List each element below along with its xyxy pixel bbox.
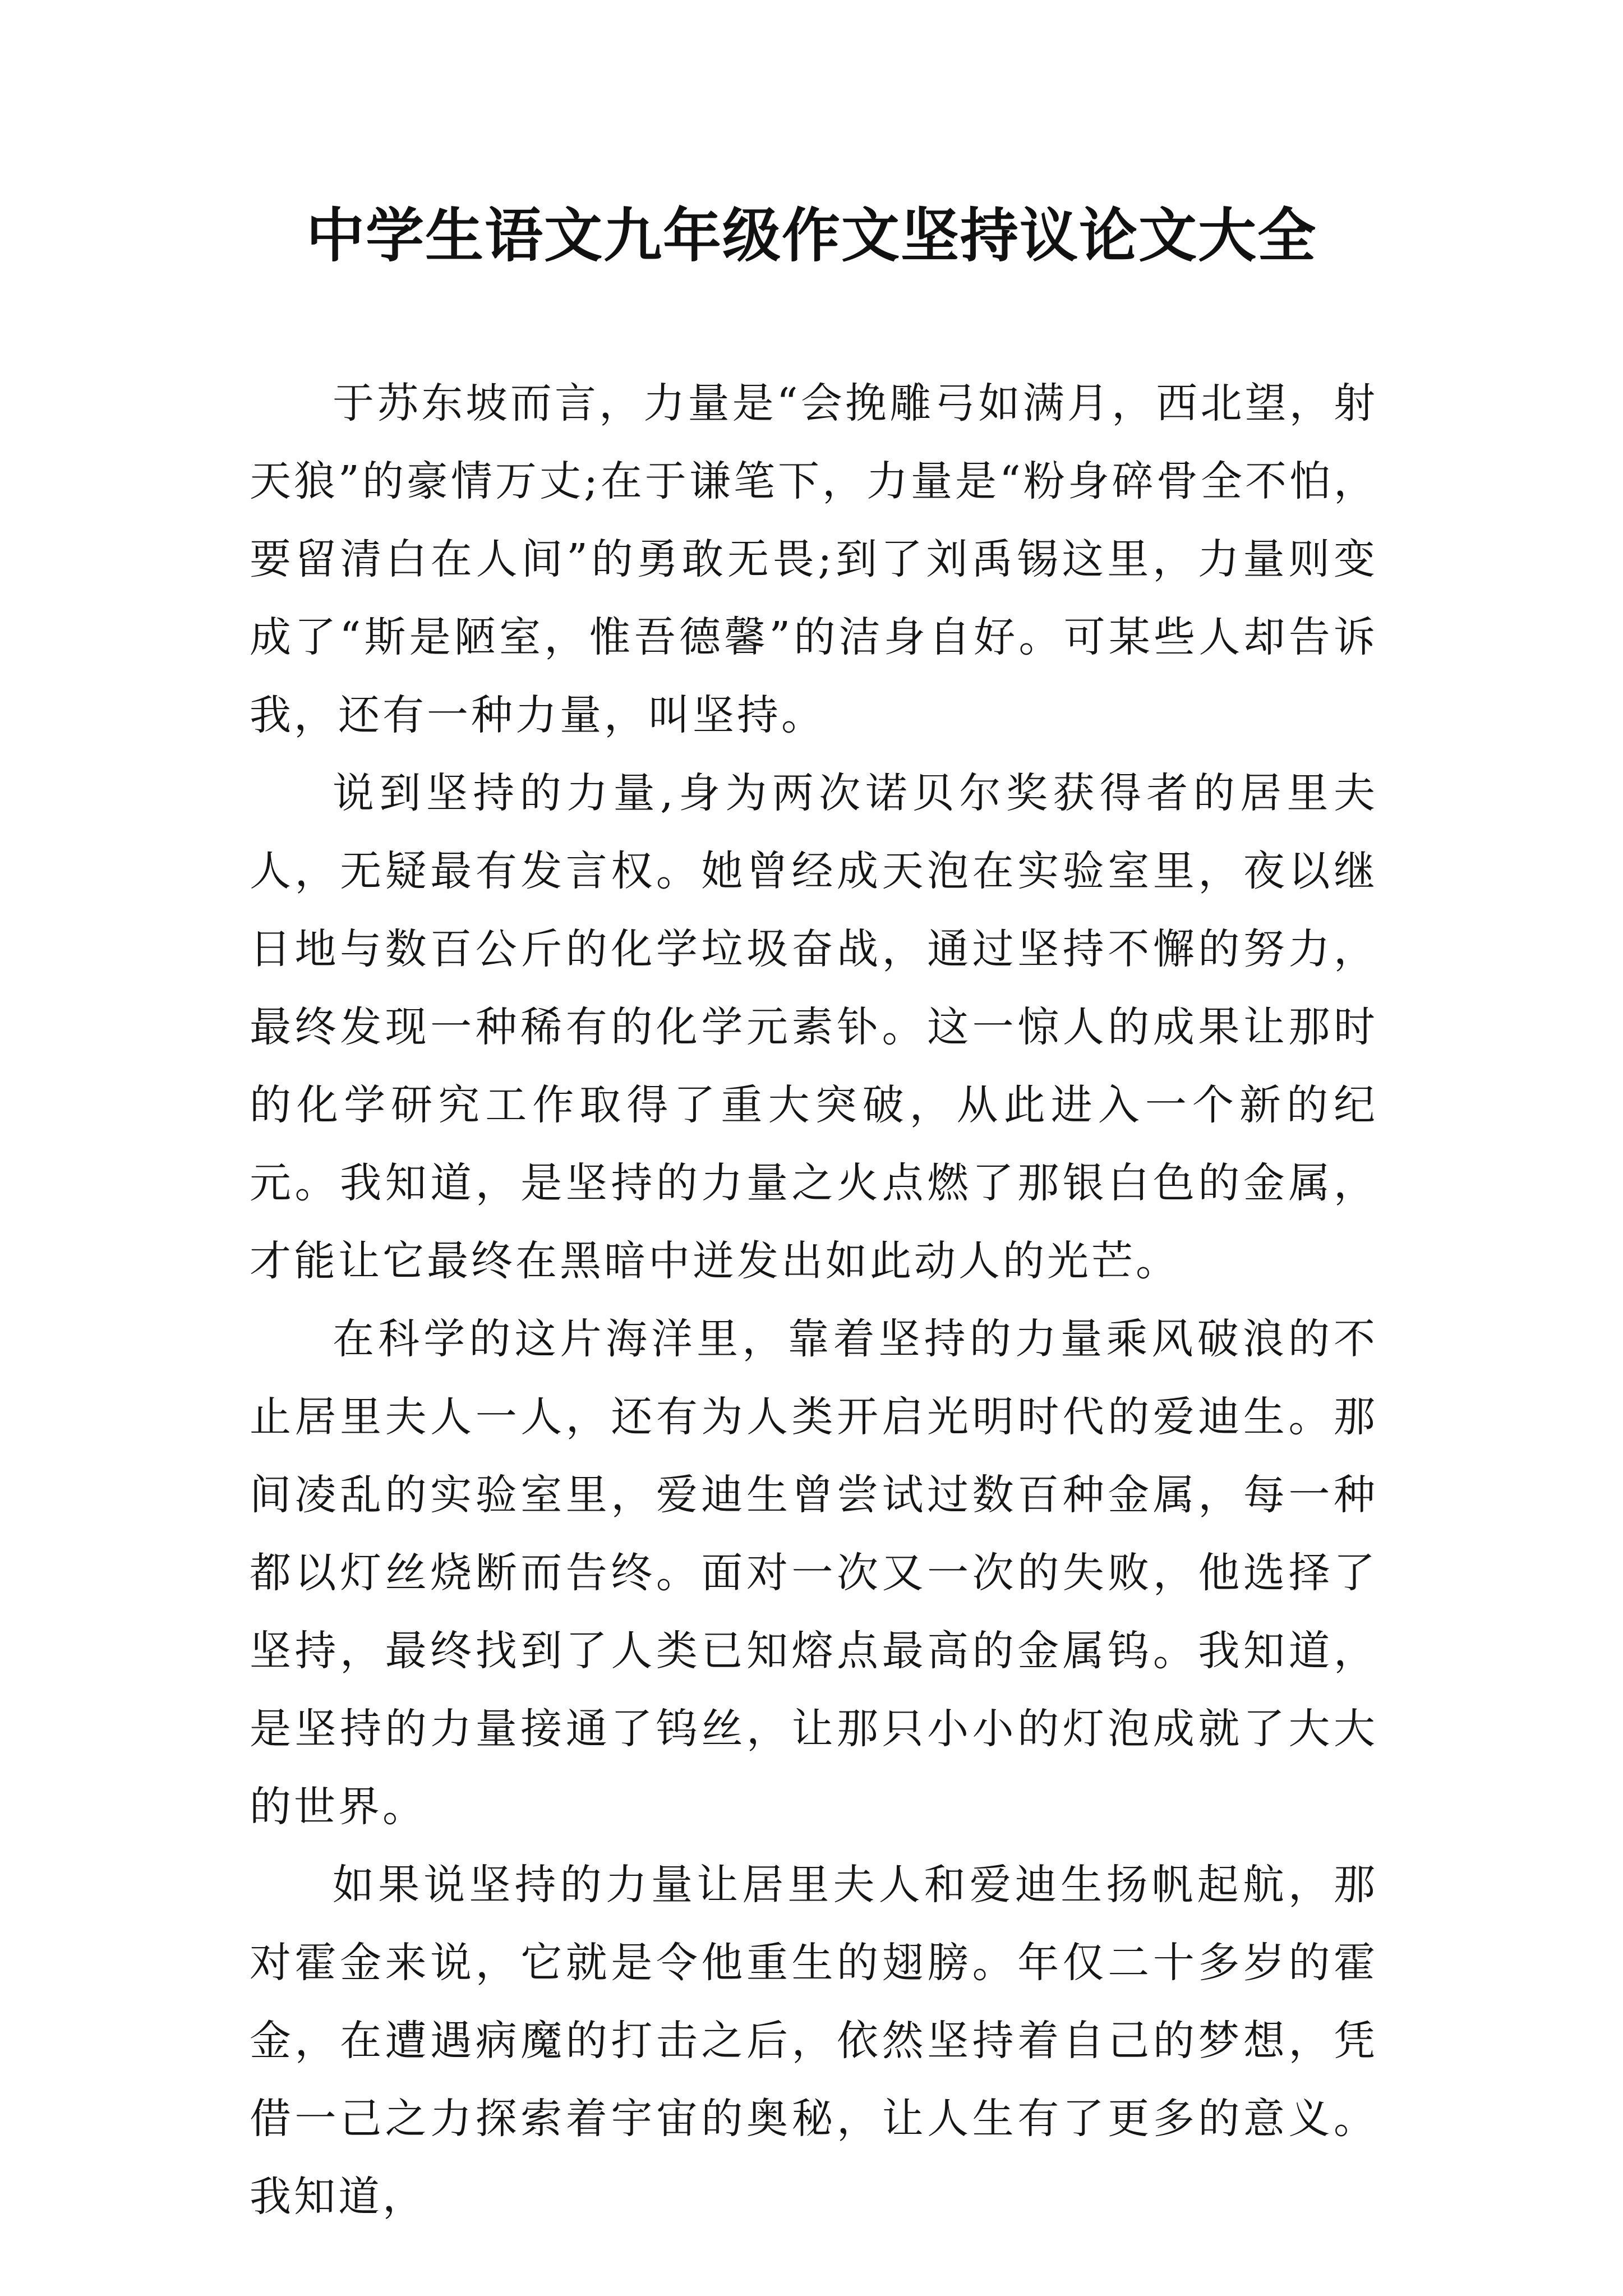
paragraph: 如果说坚持的力量让居里夫人和爱迪生扬帆起航，那对霍金来说，它就是令他重生的翅膀。年仅二十多岁的霍金，在遭遇病魔的打击之后，依然坚持着自己的梦想，凭借一己之力探索着宇宙的奥秘，让人生有了更多的意义。我知道， <box>250 1861 1378 2221</box>
paragraph: 说到坚持的力量,身为两次诺贝尔奖获得者的居里夫人，无疑最有发言权。她曾经成天泡在实验室里，夜以继日地与数百公斤的化学垃圾奋战，通过坚持不懈的努力，最终发现一种稀有的化学元素钋。这一惊人的成果让那时的化学研究工作取得了重大突破，从此进入一个新的纪元。我知道，是坚持的力量之火点燃了那银白色的金属，才能让它最终在黑暗中迸发出如此动人的光芒。 <box>250 769 1378 1285</box>
paragraph: 于苏东坡而言，力量是“会挽雕弓如满月，西北望，射天狼”的豪情万丈;在于谦笔下，力量是“粉身碎骨全不怕，要留清白在人间”的勇敢无畏;到了刘禹锡这里，力量则变成了“斯是陋室，惟吾德馨”的洁身自好。可某些人却告诉我，还有一种力量，叫坚持。 <box>250 379 1378 739</box>
paragraph: 在科学的这片海洋里，靠着坚持的力量乘风破浪的不止居里夫人一人，还有为人类开启光明时代的爱迪生。那间凌乱的实验室里，爱迪生曾尝试过数百种金属，每一种都以灯丝烧断而告终。面对一次又一次的失败，他选择了坚持，最终找到了人类已知熔点最高的金属钨。我知道，是坚持的力量接通了钨丝，让那只小小的灯泡成就了大大的世界。 <box>250 1315 1378 1831</box>
essay-body <box>250 365 1378 2236</box>
page-title: 中学生语文九年级作文坚持议论文大全 <box>306 201 1317 270</box>
